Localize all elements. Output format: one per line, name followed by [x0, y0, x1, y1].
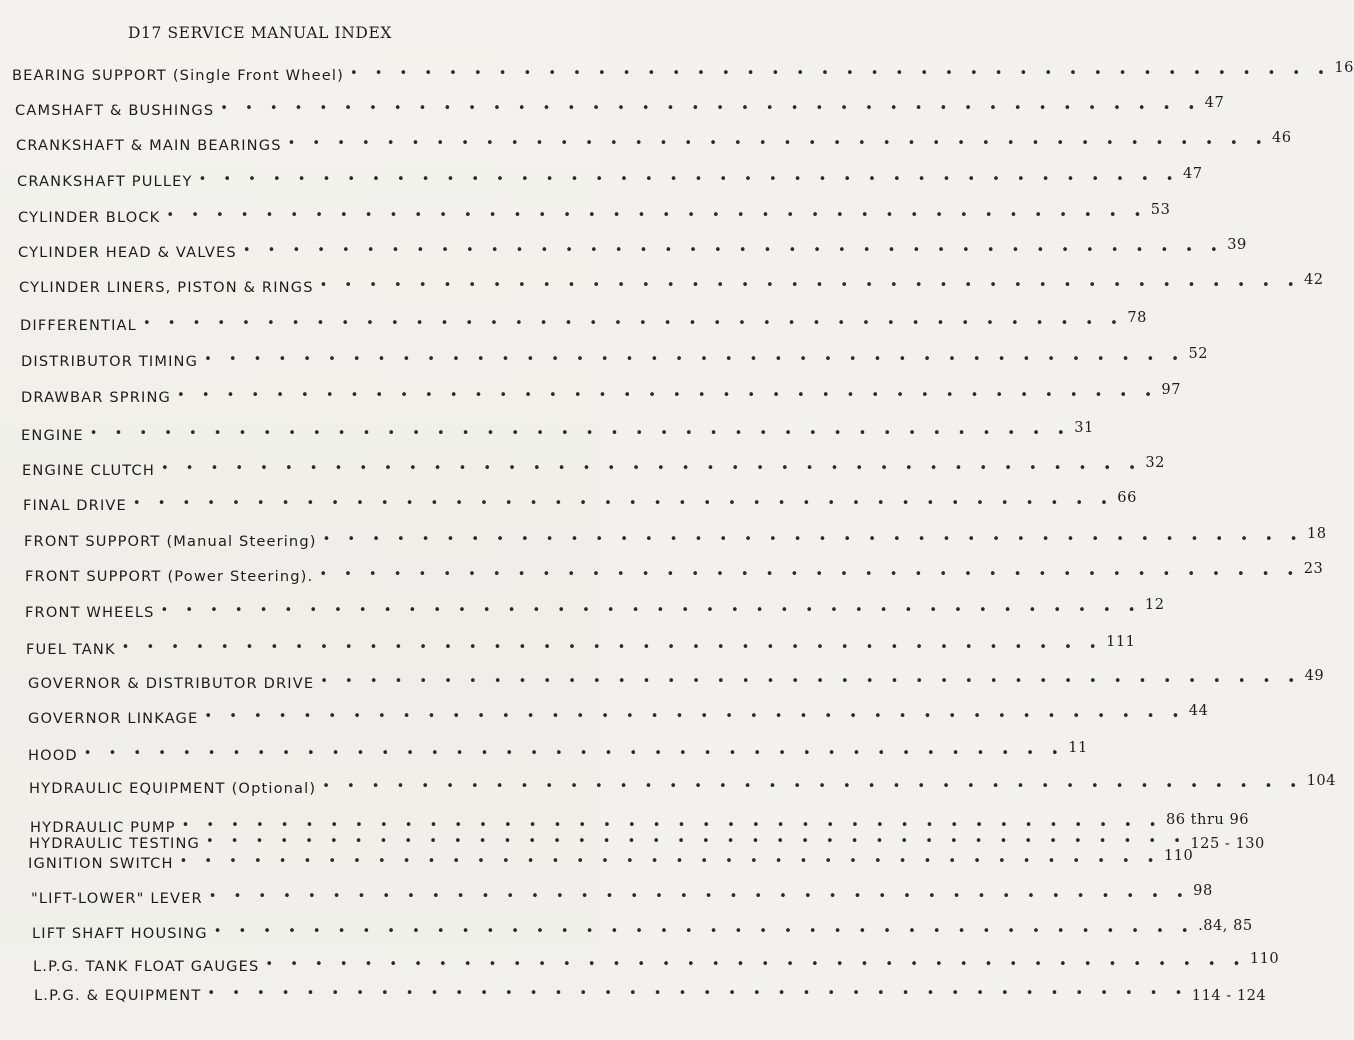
index-entry — [22, 454, 1165, 479]
index-entry — [28, 847, 1194, 872]
index-entry — [15, 94, 1225, 119]
entry-label: GOVERNOR LINKAGE — [28, 710, 199, 727]
entry-label: CYLINDER LINERS, PISTON & RINGS — [19, 279, 314, 296]
leader-dots: • • • • • • • • • • • • • • • • • • • • • • • • • • • • • • • • • • • • • • • • — [322, 779, 1304, 794]
entry-page-number: 86 thru 96 — [1165, 811, 1250, 828]
leader-dots: • • • • • • • • • • • • • • • • • • • • • • • • • • • • • • • • • • • • • • • • — [207, 986, 1189, 1001]
leader-dots: • • • • • • • • • • • • • • • • • • • • • • • • • • • • • • • • • • • • • • • • — [132, 496, 1115, 511]
entry-page-number: 78 — [1127, 309, 1147, 326]
entry-page-number: 18 — [1306, 525, 1327, 542]
entry-qualifier: (Single Front Wheel) — [172, 67, 344, 84]
entry-label: DRAWBAR SPRING — [21, 389, 172, 406]
index-entry — [25, 596, 1165, 621]
entry-page-number: 49 — [1304, 667, 1325, 684]
leader-dots: • • • • • • • • • • • • • • • • • • • • • • • • • • • • • • • • • • • • • • • • — [204, 709, 1186, 724]
entry-label: L.P.G. & EQUIPMENT — [34, 987, 202, 1004]
index-entry — [16, 129, 1292, 154]
entry-label: DISTRIBUTOR TIMING — [21, 353, 199, 370]
entry-label: HYDRAULIC EQUIPMENT — [29, 780, 226, 797]
entry-page-number: 11 — [1068, 739, 1088, 756]
leader-dots: • • • • • • • • • • • • • • • • • • • • • • • • • • • • • • • • • • • • • • • • — [265, 957, 1247, 972]
entry-page-number: 125 - 130 — [1190, 835, 1265, 852]
entry-label: "LIFT-LOWER" LEVER — [31, 890, 203, 907]
leader-dots: • • • • • • • • • • • • • • • • • • • • • • • • • • • • • • • • • • • • • • • • — [181, 818, 1163, 833]
leader-dots: • • • • • • • • • • • • • • • • • • • • • • • • • • • • • • • • • • • • • • • • — [206, 834, 1188, 849]
index-entry — [23, 489, 1137, 514]
leader-dots: • • • • • • • • • • • • • • • • • • • • • • • • • • • • • • • • • • • • • • • • — [166, 208, 1148, 223]
index-entry — [21, 381, 1181, 406]
index-entry — [28, 739, 1088, 764]
entry-label: HYDRAULIC TESTING — [29, 835, 200, 852]
entry-page-number: 23 — [1303, 560, 1324, 577]
leader-dots: • • • • • • • • • • • • • • • • • • • • • • • • • • • • • • • • • • • • • • • • — [179, 854, 1161, 869]
entry-page-number: 53 — [1150, 201, 1171, 218]
entry-page-number: 12 — [1144, 596, 1165, 613]
index-entry — [19, 271, 1324, 296]
entry-page-number: 42 — [1304, 271, 1324, 288]
entry-label: FRONT SUPPORT — [24, 533, 161, 550]
index-entry — [26, 633, 1136, 658]
entry-label: HOOD — [28, 747, 78, 764]
leader-dots: • • • • • • • • • • • • • • • • • • • • • • • • • • • • • • • • • • • • • • • • — [220, 101, 1202, 116]
entry-label: ENGINE — [21, 427, 84, 444]
index-entry — [21, 345, 1209, 370]
entry-page-number: 16 — [1334, 59, 1354, 76]
entry-page-number: 111 — [1106, 633, 1136, 650]
entry-page-number: 47 — [1182, 165, 1203, 182]
page-title: D17 SERVICE MANUAL INDEX — [127, 24, 393, 42]
index-entry — [25, 560, 1324, 585]
entry-label: FUEL TANK — [26, 641, 116, 658]
entry-page-number: .84, 85 — [1198, 917, 1253, 934]
leader-dots: • • • • • • • • • • • • • • • • • • • • • • • • • • • • • • • • • • • • • • • • — [89, 426, 1072, 441]
entry-page-number: 44 — [1188, 702, 1209, 719]
leader-dots: • • • • • • • • • • • • • • • • • • • • • • • • • • • • • • • • • • • • • • • • — [83, 746, 1066, 761]
entry-page-number: 114 - 124 — [1191, 987, 1267, 1004]
entry-label: CAMSHAFT & BUSHINGS — [15, 102, 215, 119]
index-entry — [12, 59, 1354, 84]
index-entry — [18, 236, 1247, 261]
entry-page-number: 110 — [1249, 950, 1280, 967]
leader-dots: • • • • • • • • • • • • • • • • • • • • • • • • • • • • • • • • • • • • • • • • — [121, 640, 1104, 655]
leader-dots: • • • • • • • • • • • • • • • • • • • • • • • • • • • • • • • • • • • • • • • • — [242, 243, 1225, 258]
entry-label: BEARING SUPPORT — [12, 67, 167, 84]
entry-page-number: 39 — [1227, 236, 1247, 253]
entry-page-number: 52 — [1188, 345, 1209, 362]
entry-qualifier: (Optional) — [231, 780, 317, 797]
index-entry — [17, 165, 1203, 190]
entry-page-number: 110 — [1163, 847, 1194, 864]
entry-label: L.P.G. TANK FLOAT GAUGES — [33, 958, 260, 975]
index-entry — [20, 309, 1147, 334]
leader-dots: • • • • • • • • • • • • • • • • • • • • • • • • • • • • • • • • • • • • • • • • — [287, 136, 1270, 151]
entry-label: CRANKSHAFT & MAIN BEARINGS — [16, 137, 282, 154]
leader-dots: • • • • • • • • • • • • • • • • • • • • • • • • • • • • • • • • • • • • • • • • — [160, 461, 1143, 476]
entry-label: CRANKSHAFT PULLEY — [17, 173, 193, 190]
entry-label: IGNITION SWITCH — [28, 855, 174, 872]
entry-page-number: 104 — [1306, 772, 1336, 789]
entry-page-number: 32 — [1145, 454, 1165, 471]
entry-label: FRONT SUPPORT — [25, 568, 162, 585]
entry-label: HYDRAULIC PUMP — [30, 819, 176, 836]
entry-page-number: 66 — [1117, 489, 1137, 506]
leader-dots: • • • • • • • • • • • • • • • • • • • • • • • • • • • • • • • • • • • • • • • • — [177, 388, 1159, 403]
entry-label: DIFFERENTIAL — [20, 317, 137, 334]
leader-dots: • • • • • • • • • • • • • • • • • • • • • • • • • • • • • • • • • • • • • • • • — [198, 172, 1180, 187]
entry-label: GOVERNOR & DISTRIBUTOR DRIVE — [28, 675, 315, 692]
leader-dots: • • • • • • • • • • • • • • • • • • • • • • • • • • • • • • • • • • • • • • • • — [320, 674, 1302, 689]
entry-qualifier: (Manual Steering) — [166, 533, 317, 550]
leader-dots: • • • • • • • • • • • • • • • • • • • • • • • • • • • • • • • • • • • • • • • • — [319, 567, 1301, 582]
leader-dots: • • • • • • • • • • • • • • • • • • • • • • • • • • • • • • • • • • • • • • • • — [204, 352, 1186, 367]
index-entry — [31, 882, 1213, 907]
entry-page-number: 46 — [1272, 129, 1292, 146]
leader-dots: • • • • • • • • • • • • • • • • • • • • • • • • • • • • • • • • • • • • • • • • — [208, 889, 1191, 904]
leader-dots: • • • • • • • • • • • • • • • • • • • • • • • • • • • • • • • • • • • • • • • • — [349, 66, 1332, 81]
index-entry — [18, 201, 1171, 226]
entry-label: CYLINDER BLOCK — [18, 209, 161, 226]
entry-page-number: 97 — [1161, 381, 1181, 398]
entry-label: ENGINE CLUTCH — [22, 462, 155, 479]
leader-dots: • • • • • • • • • • • • • • • • • • • • • • • • • • • • • • • • • • • • • • • • — [213, 924, 1196, 939]
index-entry — [33, 950, 1280, 975]
index-entry — [34, 980, 1267, 1004]
index-entry — [21, 419, 1094, 444]
entry-qualifier: (Power Steering). — [167, 568, 314, 585]
entry-label: FINAL DRIVE — [23, 497, 127, 514]
entry-page-number: 31 — [1074, 419, 1094, 436]
leader-dots: • • • • • • • • • • • • • • • • • • • • • • • • • • • • • • • • • • • • • • • • — [319, 278, 1302, 293]
entry-label: LIFT SHAFT HOUSING — [32, 925, 208, 942]
index-entry — [28, 702, 1209, 727]
index-entry — [24, 525, 1327, 550]
entry-label: CYLINDER HEAD & VALVES — [18, 244, 237, 261]
index-entry — [29, 772, 1336, 797]
entry-label: FRONT WHEELS — [25, 604, 155, 621]
index-entry — [32, 917, 1253, 942]
entry-page-number: 98 — [1193, 882, 1213, 899]
leader-dots: • • • • • • • • • • • • • • • • • • • • • • • • • • • • • • • • • • • • • • • • — [142, 316, 1125, 331]
leader-dots: • • • • • • • • • • • • • • • • • • • • • • • • • • • • • • • • • • • • • • • • — [160, 603, 1142, 618]
leader-dots: • • • • • • • • • • • • • • • • • • • • • • • • • • • • • • • • • • • • • • • • — [322, 532, 1304, 547]
entry-page-number: 47 — [1204, 94, 1225, 111]
index-entry — [28, 667, 1325, 692]
